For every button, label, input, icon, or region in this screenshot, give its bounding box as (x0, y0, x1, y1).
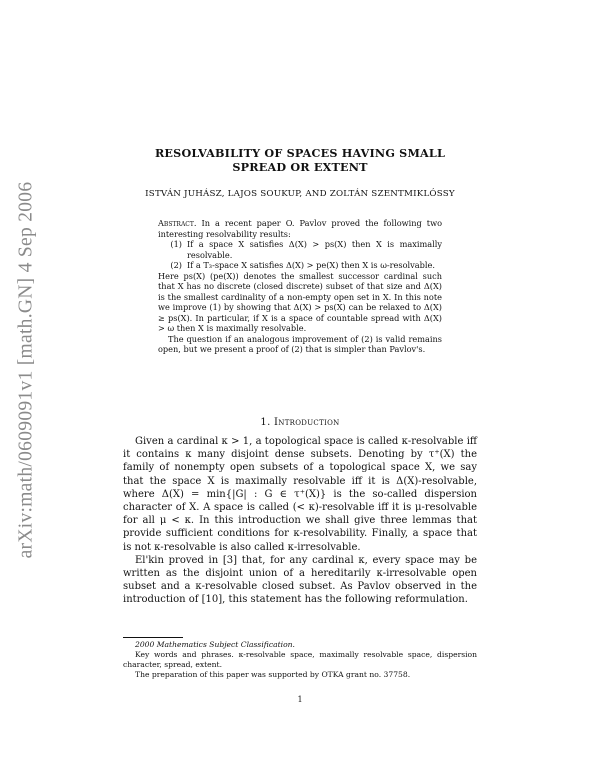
body-text (123, 435, 477, 607)
body-paragraph: El'kin proved in [3] that, for any cardinal κ, every space may be written as the disjoint union of a hereditarily κ-irresolvable open subset and a κ-resolvable closed subset. As Pavlov observed in the introduction of [10], this statement has the following reformulation. (123, 554, 477, 606)
arxiv-stamp (12, 160, 40, 580)
footnotes (123, 640, 477, 680)
abstract-result-item: (1) If a space X satisfies Δ(X) > ps(X) then X is maximally resolvable. (170, 239, 442, 260)
authors: ISTVÁN JUHÁSZ, LAJOS SOUKUP, AND ZOLTÁN SZENTMIKLÓSSY (145, 189, 455, 199)
section-title: 1. Introduction (260, 417, 340, 428)
abstract-result-item: (2) If a T₃-space X satisfies Δ(X) > pe(X) then X is ω-resolvable. (170, 260, 435, 270)
title-line-2: SPREAD OR EXTENT (232, 160, 368, 174)
footnote-msc: 2000 Mathematics Subject Classification. (135, 640, 295, 649)
footnote-grant: The preparation of this paper was supported by OTKA grant no. 37758. (135, 670, 411, 679)
abstract-intro: In a recent paper O. Pavlov proved the following two interesting resolvability results: (158, 218, 443, 239)
abstract-paragraph: Here ps(X) (pe(X)) denotes the smallest successor cardinal such that X has no discrete (closed discrete) subset of that size and Δ(X) is the smallest cardinality of a non-empty open set in X. In this note we improve (1) by showing that Δ(X) > ps(X) can be relaxed to Δ(X) ≥ ps(X). In particular, if X is a space of countable spread with Δ(X) > ω then X is maximally resolvable. (158, 270, 442, 333)
abstract-result-list (158, 239, 442, 271)
arxiv-id: arXiv:math/0609091v1 [math.GN] 4 Sep 2006 (15, 181, 37, 559)
title-line-1: RESOLVABILITY OF SPACES HAVING SMALL (154, 146, 446, 160)
body-paragraph: Given a cardinal κ > 1, a topological space is called κ-resolvable iff it contains κ many disjoint dense subsets. Denoting by τ⁺(X) the family of nonempty open subsets of a topological space X, we say that the space X is maximally resolvable iff it is Δ(X)-resolvable, where Δ(X) = min{|G| : G ∈ τ⁺(X)} is the so-called dispersion character of X. A space is called (< κ)-resolvable iff it is μ-resolvable for all μ < κ. In this introduction we shall give three lemmas that provide sufficient conditions for κ-resolvability. Finally, a space that is not κ-resolvable is also called κ-irresolvable. (123, 436, 477, 553)
footnote-keywords: Key words and phrases. κ-resolvable space, maximally resolvable space, dispersion character, spread, extent. (123, 650, 477, 669)
abstract-paragraph: The question if an analogous improvement of (2) is valid remains open, but we present a proof of (2) that is simpler than Pavlov's. (158, 333, 442, 354)
page-number: 1 (297, 695, 303, 704)
abstract-label: Abstract. (158, 218, 197, 228)
paper-title (120, 146, 480, 174)
abstract (158, 218, 442, 355)
footnote-rule (123, 637, 183, 638)
